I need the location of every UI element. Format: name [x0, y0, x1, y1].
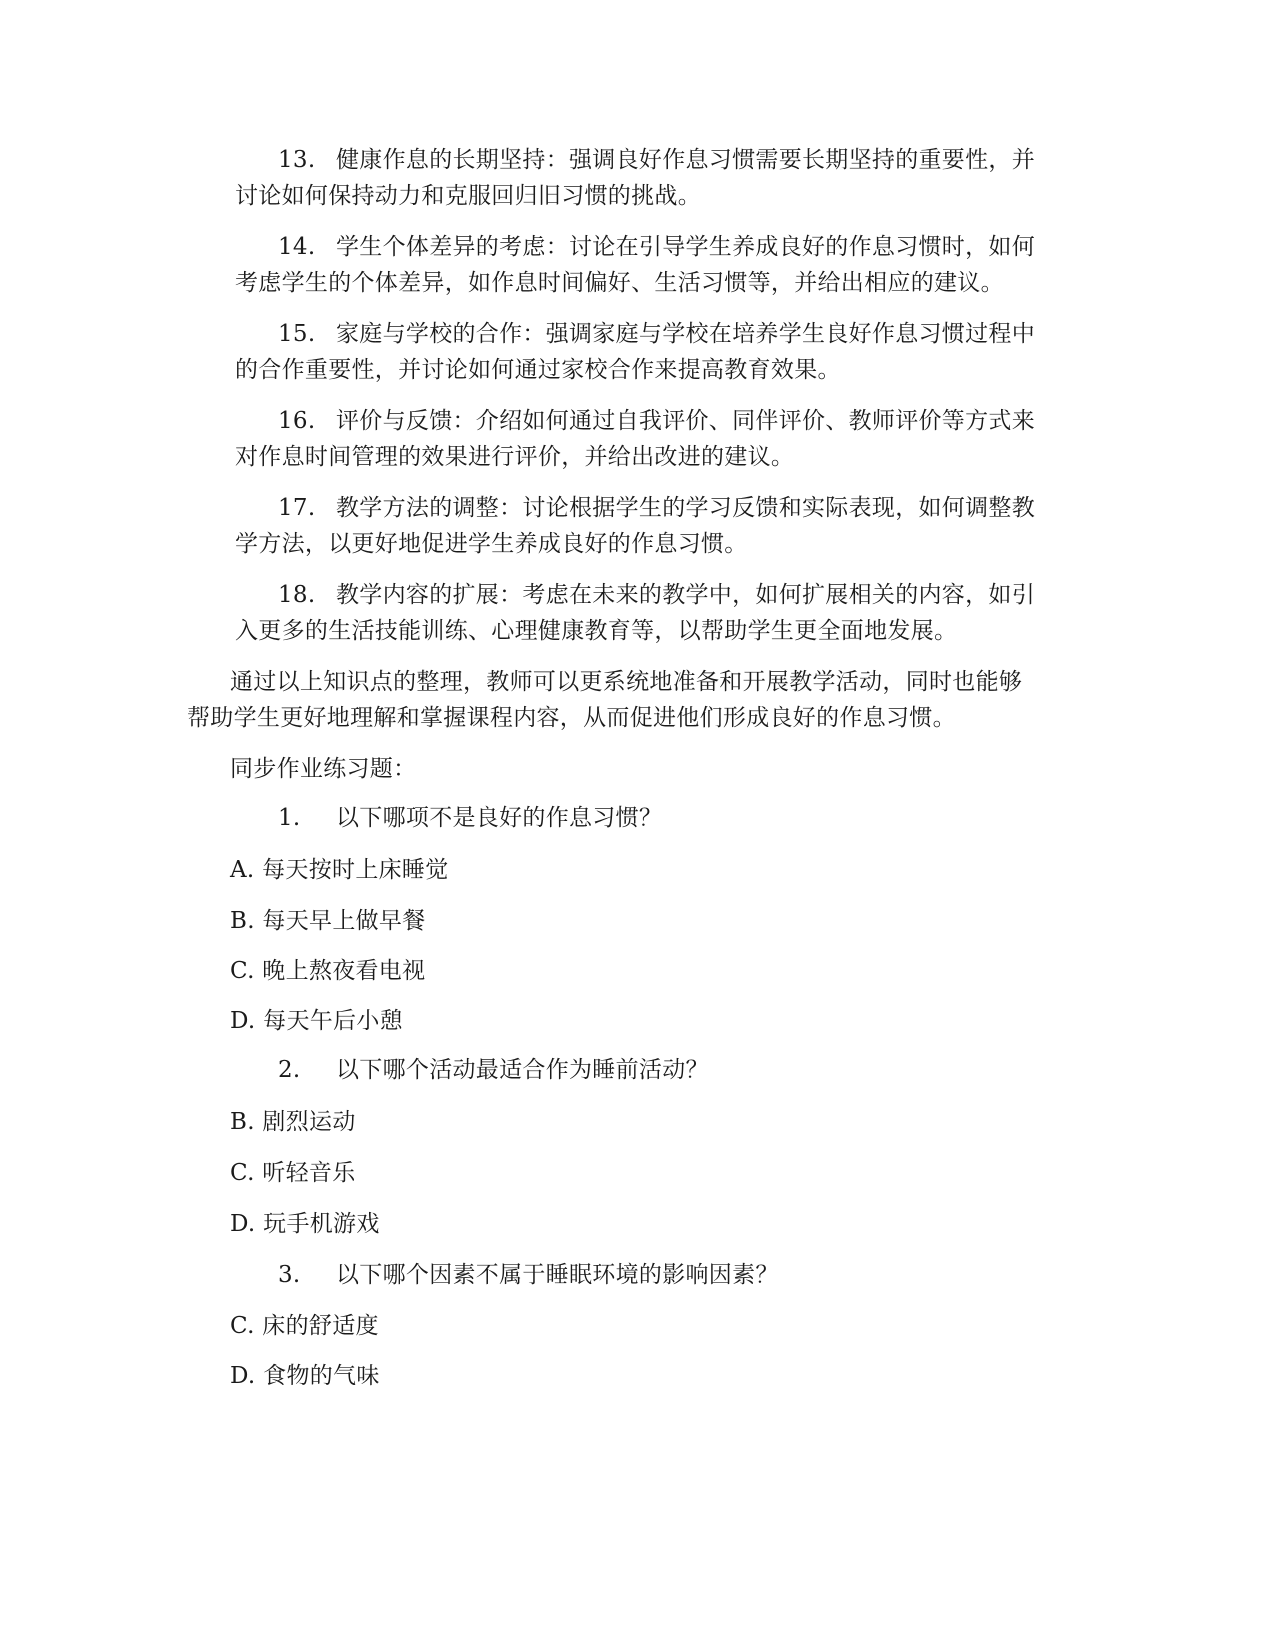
question-text: 以下哪项不是良好的作息习惯？ [336, 805, 663, 831]
item-text-line2: 考虑学生的个体差异，如作息时间偏好、生活习惯等，并给出相应的建议。 [235, 270, 1004, 296]
item-text-line1: 学生个体差异的考虑：讨论在引导学生养成良好的作息习惯时，如何 [336, 234, 1035, 260]
option-item: D. 每天午后小憩 [230, 1008, 403, 1034]
option-item: D. 食物的气味 [230, 1363, 380, 1389]
item-number: 14. [278, 234, 316, 260]
item-text-line1: 教学内容的扩展：考虑在未来的教学中，如何扩展相关的内容，如引 [336, 582, 1035, 608]
item-text-line2: 入更多的生活技能训练、心理健康教育等，以帮助学生更全面地发展。 [235, 618, 958, 644]
item-number: 13. [278, 147, 316, 173]
option-item: C. 听轻音乐 [230, 1160, 356, 1186]
item-text-line2: 对作息时间管理的效果进行评价，并给出改进的建议。 [235, 444, 795, 470]
list-item-13 [235, 142, 1080, 214]
item-text-line2: 讨论如何保持动力和克服回归旧习惯的挑战。 [235, 183, 701, 209]
list-item-18 [235, 577, 1080, 649]
option-item: C. 晚上熬夜看电视 [230, 958, 426, 984]
option-item: D. 玩手机游戏 [230, 1211, 380, 1237]
list-item-14 [235, 229, 1080, 301]
summary-line2: 帮助学生更好地理解和掌握课程内容，从而促进他们形成良好的作息习惯。 [187, 705, 956, 731]
item-number: 16. [278, 408, 316, 434]
summary-line1: 通过以上知识点的整理，教师可以更系统地准备和开展教学活动，同时也能够 [230, 669, 1023, 695]
option-item: B. 每天早上做早餐 [230, 908, 426, 934]
question-text: 以下哪个因素不属于睡眠环境的影响因素？ [336, 1262, 779, 1288]
question-number: 3. [278, 1262, 301, 1288]
item-text-line2: 的合作重要性，并讨论如何通过家校合作来提高教育效果。 [235, 357, 841, 383]
item-text-line1: 教学方法的调整：讨论根据学生的学习反馈和实际表现，如何调整教 [336, 495, 1035, 521]
option-item: B. 剧烈运动 [230, 1109, 356, 1135]
question-1 [278, 800, 662, 836]
item-number: 15. [278, 321, 316, 347]
item-text-line1: 家庭与学校的合作：强调家庭与学校在培养学生良好作息习惯过程中 [336, 321, 1035, 347]
option-item: C. 床的舒适度 [230, 1313, 379, 1339]
option-item: A. 每天按时上床睡觉 [230, 857, 449, 883]
list-item-15 [235, 316, 1080, 388]
question-number: 1. [278, 805, 301, 831]
question-2 [278, 1052, 709, 1088]
item-number: 18. [278, 582, 316, 608]
question-text: 以下哪个活动最适合作为睡前活动？ [336, 1057, 709, 1083]
exercise-heading: 同步作业练习题： [230, 756, 417, 782]
question-3 [278, 1257, 779, 1293]
list-item-17 [235, 490, 1080, 562]
item-text-line2: 学方法，以更好地促进学生养成良好的作息习惯。 [235, 531, 748, 557]
item-number: 17. [278, 495, 316, 521]
summary-paragraph [187, 664, 1080, 736]
item-text-line1: 评价与反馈：介绍如何通过自我评价、同伴评价、教师评价等方式来 [336, 408, 1035, 434]
list-item-16 [235, 403, 1080, 475]
item-text-line1: 健康作息的长期坚持：强调良好作息习惯需要长期坚持的重要性，并 [336, 147, 1035, 173]
question-number: 2. [278, 1057, 301, 1083]
